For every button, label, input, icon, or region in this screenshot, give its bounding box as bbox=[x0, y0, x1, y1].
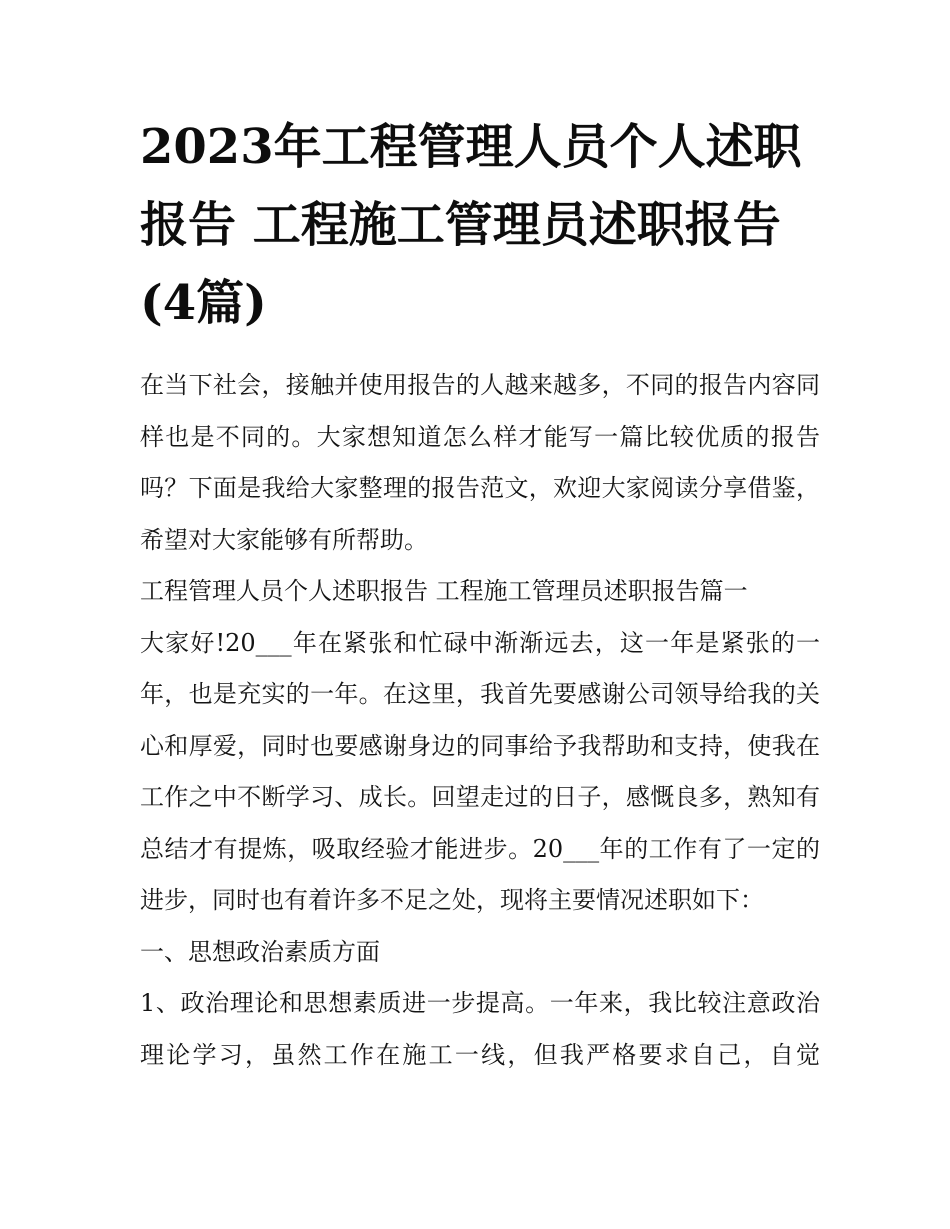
intro-paragraph: 在当下社会，接触并使用报告的人越来越多，不同的报告内容同样也是不同的。大家想知道怎么样才能写一篇比较优质的报告吗？下面是我给大家整理的报告范文，欢迎大家阅读分享借鉴，希望对大家能够有所帮助。 bbox=[140, 371, 820, 554]
document-page bbox=[140, 108, 820, 1081]
document-body bbox=[140, 360, 820, 1081]
body-paragraph: 大家好!20___年在紧张和忙碌中渐渐远去，这一年是紧张的一年，也是充实的一年。在这里，我首先要感谢公司领导给我的关心和厚爱，同时也要感谢身边的同事给予我帮助和支持，使我在工作之中不断学习、成长。回望走过的日子，感慨良多，熟知有总结才有提炼，吸取经验才能进步。20___年的工作有了一定的进步，同时也有着许多不足之处，现将主要情况述职如下： bbox=[140, 628, 820, 914]
section-heading: 一、思想政治素质方面 bbox=[140, 937, 380, 966]
body-paragraph-continued: 1、政治理论和思想素质进一步提高。一年来，我比较注意政治理论学习，虽然工作在施工一线，但我严格要求自己，自觉 bbox=[140, 989, 820, 1069]
section-heading-part-one: 工程管理人员个人述职报告 工程施工管理员述职报告篇一 bbox=[140, 577, 748, 605]
document-title: 2023年工程管理人员个人述职报告 工程施工管理员述职报告(4篇) bbox=[140, 119, 802, 331]
